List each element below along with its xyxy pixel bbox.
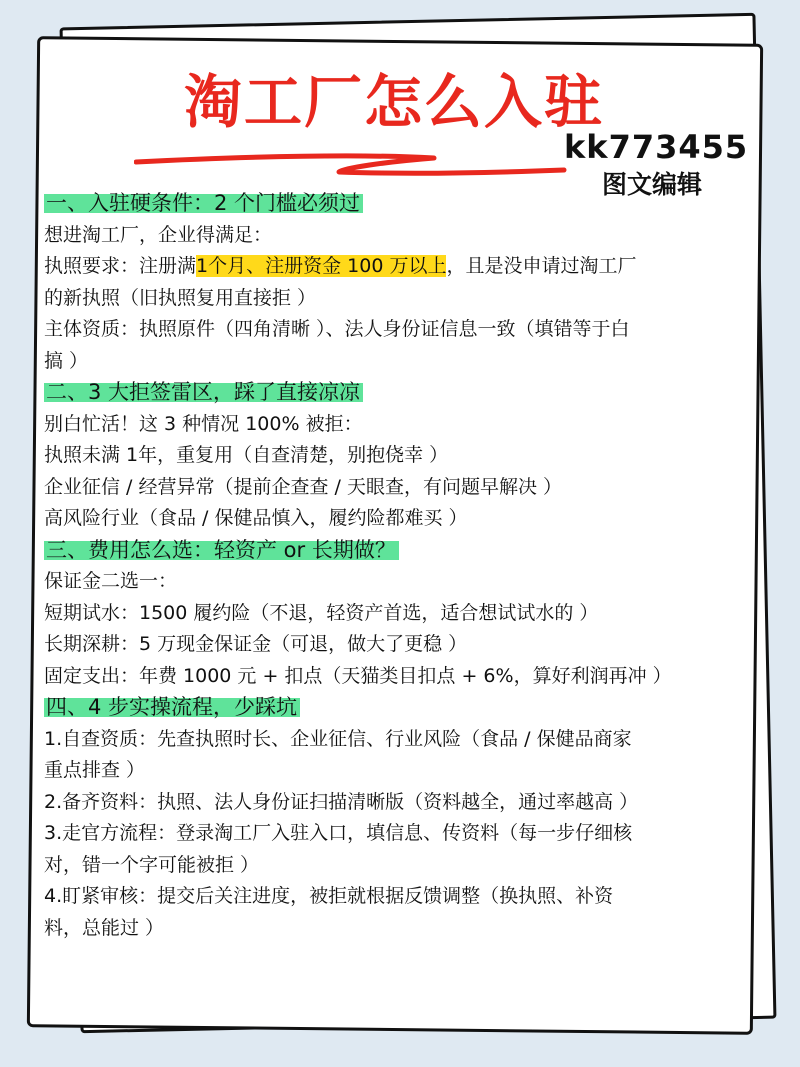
page-title: 淘工厂怎么入驻: [184, 68, 605, 136]
section-4-line: 对，错一个字可能被拒 ）: [44, 853, 260, 876]
section-1-line: 搞 ）: [44, 349, 89, 372]
section-4-line: 3.走官方流程：登录淘工厂入驻入口，填信息、传资料（每一步仔细核: [44, 822, 633, 844]
section-3-line: 短期试水：1500 履约险（不退，轻资产首选，适合想试试水的 ）: [44, 601, 599, 624]
key-requirement-highlight: 1个月、注册资金 100 万以上: [196, 255, 447, 277]
section-3-heading: 三、费用怎么选：轻资产 or 长期做？: [44, 535, 756, 567]
section-2-line: 别白忙活！这 3 种情况 100% 被拒：: [44, 412, 363, 435]
section-2-heading: 二、3 大拒签雷区，踩了直接凉凉: [44, 377, 756, 409]
section-2-line: 执照未满 1年，重复用（自查清楚，别抱侥幸 ）: [44, 444, 449, 466]
section-4-line: 4.盯紧审核：提交后关注进度，被拒就根据反馈调整（换执照、补资: [44, 885, 614, 907]
author-role: 图文编辑: [602, 170, 703, 199]
section-2-line: 高风险行业（食品 / 保健品慎入，履约险都难买 ）: [44, 507, 468, 529]
section-1-heading: 一、入驻硬条件：2 个门槛必须过: [44, 188, 756, 220]
article-body: [44, 188, 756, 944]
section-4-line: 料，总能过 ）: [44, 916, 165, 939]
section-1-line: 的新执照（旧执照复用直接拒 ）: [44, 286, 317, 309]
section-1-line: 执照要求：注册满1个月、注册资金 100 万以上，且是没申请过淘工厂: [44, 255, 637, 277]
author-id: kk773455: [564, 128, 749, 166]
note-content: [44, 0, 764, 1067]
section-4-heading: 四、4 步实操流程，少踩坑: [44, 692, 756, 724]
red-squiggle-decoration: [134, 148, 574, 188]
section-1-line: 想进淘工厂，企业得满足：: [44, 223, 273, 246]
section-3-line: 固定支出：年费 1000 元 + 扣点（天猫类目扣点 + 6%，算好利润再冲 ）: [44, 664, 672, 687]
section-3-line: 保证金二选一：: [44, 570, 178, 592]
section-4-line: 1.自查资质：先查执照时长、企业征信、行业风险（食品 / 保健品商家: [44, 727, 632, 750]
section-4-line: 2.备齐资料：执照、法人身份证扫描清晰版（资料越全，通过率越高 ）: [44, 790, 639, 813]
section-3-line: 长期深耕：5 万现金保证金（可退，做大了更稳 ）: [44, 633, 468, 655]
section-4-line: 重点排查 ）: [44, 759, 146, 781]
section-2-line: 企业征信 / 经营异常（提前企查查 / 天眼查，有问题早解决 ）: [44, 475, 563, 498]
section-1-line: 主体资质：执照原件（四角清晰 ）、法人身份证信息一致（填错等于白: [44, 318, 630, 340]
